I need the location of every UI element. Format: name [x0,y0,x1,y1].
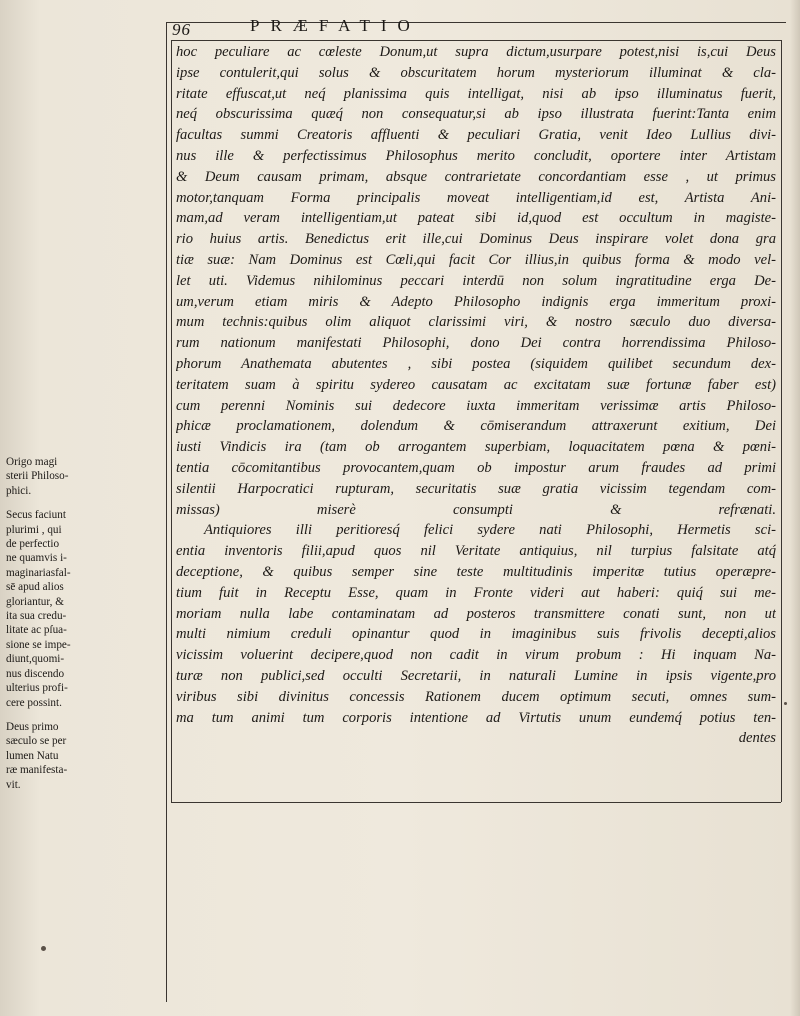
text-line: tentia cōcomitantibus provocantem,quam ob impostur arum fraudes ad primi [176,459,776,476]
text-line: teritatem suam à spiritu sydereo causatam ac excitatam suæ fortunæ faber est) [176,376,776,393]
margin-note-line: ræ manifesta- [6,764,68,777]
margin-note-line: Origo magi [6,456,58,468]
text-line: rum nationum manifestati Philosophi, dono Dei contra horrendissima Philoso- [176,335,776,352]
margin-note-line: plurimi , qui [6,523,62,536]
margin-note-line: nus discendo [6,667,65,680]
margin-note-line: vit. [6,778,21,791]
text-line: phicæ proclamationem, dolendum & cōmiserandum attraxerunt exitium, Dei [176,418,776,435]
margin-note-line: sē apud alios [6,581,64,594]
frame-rule-left-inner [171,40,172,802]
margin-note-line: ulterius profi- [6,682,68,695]
header-rule [171,40,781,41]
text-line: mum technis:quibus olim aliquot clarissimi viri, & nostro sæculo duo diversa- [176,314,776,331]
text-line: missas) miserè consumpti & refrænati. [176,501,776,518]
margin-note-line: sione se impe- [6,638,71,651]
frame-rule-left-outer [166,22,167,1002]
margin-gap [6,710,162,720]
main-text-block [176,42,776,749]
frame-rule-bottom [171,802,781,803]
margin-gap [6,498,162,508]
running-head: PRÆFATIO [250,16,421,35]
margin-note-line: phici. [6,484,32,497]
margin-note-line: gloriantur, & [6,595,64,608]
text-line: dentes [738,730,776,747]
text-line: let uti. Videmus nihilominus peccari interdū non solum ingratitudine erga De- [176,272,776,289]
text-line: moriam nulla labe contaminatam ad posteros transmittere conati sunt, non ut [176,605,776,622]
text-line: phorum Anathemata abutentes , sibi postea (siquidem quilibet secundum dex- [176,355,776,372]
margin-note-line: Deus primo [6,720,59,733]
margin-notes [6,455,162,792]
text-line: facultas summi Creatoris affluenti & peculiari Gratia, venit Ideo Lullius divi- [176,127,776,144]
text-line: turæ non publici,sed occulti Secretarii, in naturali Lumine in ipsis vigente,pro [176,667,776,684]
frame-rule-right [781,40,782,802]
margin-note-line: ne quamvis i- [6,552,67,565]
text-line: entia inventoris filii,apud quos nil Veritate antiquius, nil turpius falsitate atq́ [176,543,776,560]
ink-speck [784,702,787,705]
text-line: multi nimium creduli opinantur quod in imaginibus suis frivolis decepti,alios [176,626,776,643]
text-line: motor,tanquam Forma principalis moveat intelligentiam,id est, Artista Ani- [176,189,776,206]
margin-note-line: cere possint. [6,696,62,709]
text-line: ipse contulerit,qui solus & obscuritatem horum mysteriorum illuminat & cla- [176,64,776,81]
text-line: mam,ad veram intelligentiam,ut pateat sibi id,quod est occultum in magiste- [176,210,776,227]
text-line: & Deum causam primam, absque contrarietate concordantiam esse , ut primus [176,168,776,185]
margin-note-line: maginariasfal- [6,566,71,579]
text-line: ritate effuscat,ut neq́ planissima quis intelligat, nisi ab ipso illuminatus fuerit, [176,85,776,102]
margin-note-line: sæculo se per [6,735,67,748]
margin-note-line: Secus faciunt [6,509,66,522]
text-line: tium fuit in Receptu Esse, quam in Fronte videri aut haberi: quiq́ sui me- [176,584,776,601]
text-line: rio huius artis. Benedictus erit ille,cui Dominus Deus inspirare volet dona gra [176,231,776,248]
margin-note-line: lumen Natu [6,749,59,762]
text-line: nus ille & perfectissimus Philosophus merito concludit, oportere inter Artistam [176,147,776,164]
page-number: 96 [172,20,191,39]
text-line: Antiquiores illi peritioresq́ felici sydere nati Philosophi, Hermetis sci- [204,522,776,539]
margin-note-line: sterii Philoso- [6,470,69,483]
ink-speck [41,946,46,951]
text-line: iusti Vindicis ira (tam ob arrogantem superbiam, loquacitatem pœna & pœni- [176,439,776,456]
margin-note-line: de perfectio [6,538,60,551]
text-line: um,verum etiam miris & Adepto Philosopho indignis erga immeritum proxi- [176,293,776,310]
text-line: deceptione, & quibus semper sine teste multitudinis imperitæ tutius operæpre- [176,563,776,580]
text-line: viribus sibi divinitus concessis Rationem ducem optimum secuti, omnes sum- [176,688,776,705]
text-line: cum perenni Nominis sui dedecore iuxta immeritam verissimæ artis Philoso- [176,397,776,414]
margin-note-line: diunt,quomi- [6,653,65,666]
text-line: silentii Harpocratici rupturam, securitatis suæ gratia vicissim tegendam com- [176,480,776,497]
text-line: neq́ obscurissima quæq́ non consequatur,si ab ipso illustrata fuerint:Tanta enim [176,106,776,123]
margin-note-line: ita sua credu- [6,610,67,623]
text-line: hoc peculiare ac cœleste Donum,ut supra dictum,usurpare potest,nisi is,cui Deus [176,44,776,60]
text-line: tiæ suæ: Nam Dominus est Cœli,qui facit Cor illius,in quibus forma & modo vel- [176,251,776,268]
text-line: vicissim voluerint decipere,quod non cadit in virum probum : Hi inquam Na- [176,647,776,664]
text-line: ma tum animi tum corporis intentione ad Virtutis unum eundemq́ potius ten- [176,709,776,726]
margin-note-line: litate ac pſua- [6,624,67,637]
